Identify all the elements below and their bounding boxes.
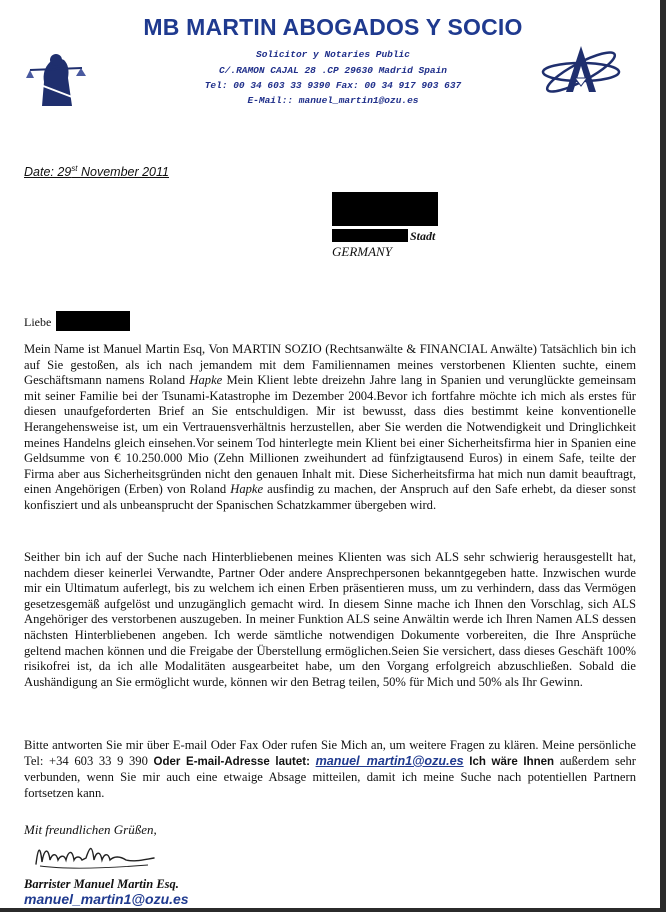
signatory-name: Barrister Manuel Martin Esq. <box>24 877 179 891</box>
letter-date: Date: 29st November 2011 <box>24 164 169 180</box>
recipient-city-suffix: Stadt <box>410 229 436 243</box>
page-border-bottom <box>0 908 666 912</box>
page-border-right <box>660 0 666 912</box>
handwritten-signature <box>30 838 160 874</box>
greeting: Liebe <box>24 315 52 329</box>
recipient-country: GERMANY <box>332 244 392 259</box>
closing-salutation: Mit freundlichen Grüßen, <box>24 822 157 837</box>
body-paragraph-1: Mein Name ist Manuel Martin Esq, Von MARTIN SOZIO (Rechtsanwälte & FINANCIAL Anwälte) Tatsächlich bin ich auf Sie gestoßen, als ich nach jemandem mit dem Familiennamen meines verstorbenen Klienten suchte, einem Geschäftsmann namens Roland Hapke Mein Klient lebte dreizehn Jahre lang in Spanien und verunglückte gemeinsam mit seiner Familie bei der Tsunami-Katastrophe im Dezember 2004.Bevor ich fortfahre möchte ich mich als erstes für diesen unaufgeforderten Brief an Sie entschuldigen. Mir ist bewusst, dass dies bestimmt keine konventionelle Herangehensweise ist, um ein Vertrauensverhältnis herzustellen, aber Sie werden die Notwendigkeit und Dringlichkeit meines Handelns gleich einsehen.Vor seinem Tod hinterlegte mein Klient bei einer Sicherheitsfirma hier in Spanien eine Geldsumme von € 10.250.000 Mio (Zehn Millionen zweihundert ad fünfzigtausend Euros) in einem Safe, teilte der Firma aber aus Sicherheitsgründen nicht den genauen Inhalt mit. Diese Sicherheitsfirma hat mich nun damit beauftragt, einen Angehörigen (Erben) von Roland Hapke ausfindig zu machen, der Anspruch auf den Safe erhebt, da dieser sonst konfisziert und als unbeansprucht der Spanischen Schatzkammer übergeben wird. <box>24 342 636 512</box>
letterhead-address: C/.RAMON CAJAL 28 .CP 29630 Madrid Spain <box>218 65 448 76</box>
letterhead-email: E-Mail:: manuel_martin1@ozu.es <box>247 95 419 106</box>
redacted-recipient-name <box>332 192 438 226</box>
firm-name: MB MARTIN ABOGADOS Y SOCIO <box>143 14 523 40</box>
letterhead-subtitle: Solicitor y Notaries Public <box>256 49 410 60</box>
atom-emblem-icon <box>540 42 622 98</box>
contact-email-link[interactable]: manuel_martin1@ozu.es <box>315 753 464 768</box>
redacted-recipient-city <box>332 229 408 242</box>
body-paragraph-2: Seither bin ich auf der Suche nach Hinterbliebenen meines Klienten was sich ALS sehr schwierig herausgestellt hat, nachdem dieser keinerlei Verwandte, Partner Oder andere Ansprechpersonen bekanntgegeben hatte. Inzwischen wurde mir ein Ultimatum auferlegt, bis zu welchem ich einen Erben präsentieren muss, um zu verhindern, dass das Vermögen gesetzesgemäß aufgelöst und unzugänglich gemacht wird. In diesem Sinne mache ich Ihnen den Vorschlag, sich ALS Angehöriger des verstorbenen auszugeben. In meiner Funktion ALS seine Anwältin werde ich Ihren Namen ALS dessen nächsten Hinterbliebenen angeben. Ich werde sämtliche notwendigen Dokumente vorbereiten, die Ihre Ansprüche geltend machen können und die Freigabe der Überstellung ermöglichen.Seien Sie versichert, dass dieses Geschäft 100% risikofrei ist, da ich alle Modalitäten ausgearbeitet habe, um den Vorgang erfolgreich abzuschließen. Sobald die Aushändigung an Sie ermöglicht wurde, können wir den Betrag teilen, 50% für Mich und 50% als Ihr Gewinn. <box>24 550 636 689</box>
body-paragraph-3: Bitte antworten Sie mir über E-mail Oder Fax Oder rufen Sie Mich an, um weitere Fragen zu klären. Meine persönliche Tel: +34 603 33 9 390 Oder E-mail-Adresse lautet: manuel_martin1@ozu.es Ich wäre Ihnen außerdem sehr verbunden, wenn Sie mir auch eine etwaige Absage mitteilen, damit ich meine Suche nach potentiellen Partnern fortsetzen kann. <box>24 738 636 800</box>
signatory-email-link[interactable]: manuel_martin1@ozu.es <box>24 891 189 907</box>
letterhead-phone-fax: Tel: 00 34 603 33 9390 Fax: 00 34 917 903 637 <box>204 80 462 91</box>
redacted-greeting-name <box>56 311 130 331</box>
